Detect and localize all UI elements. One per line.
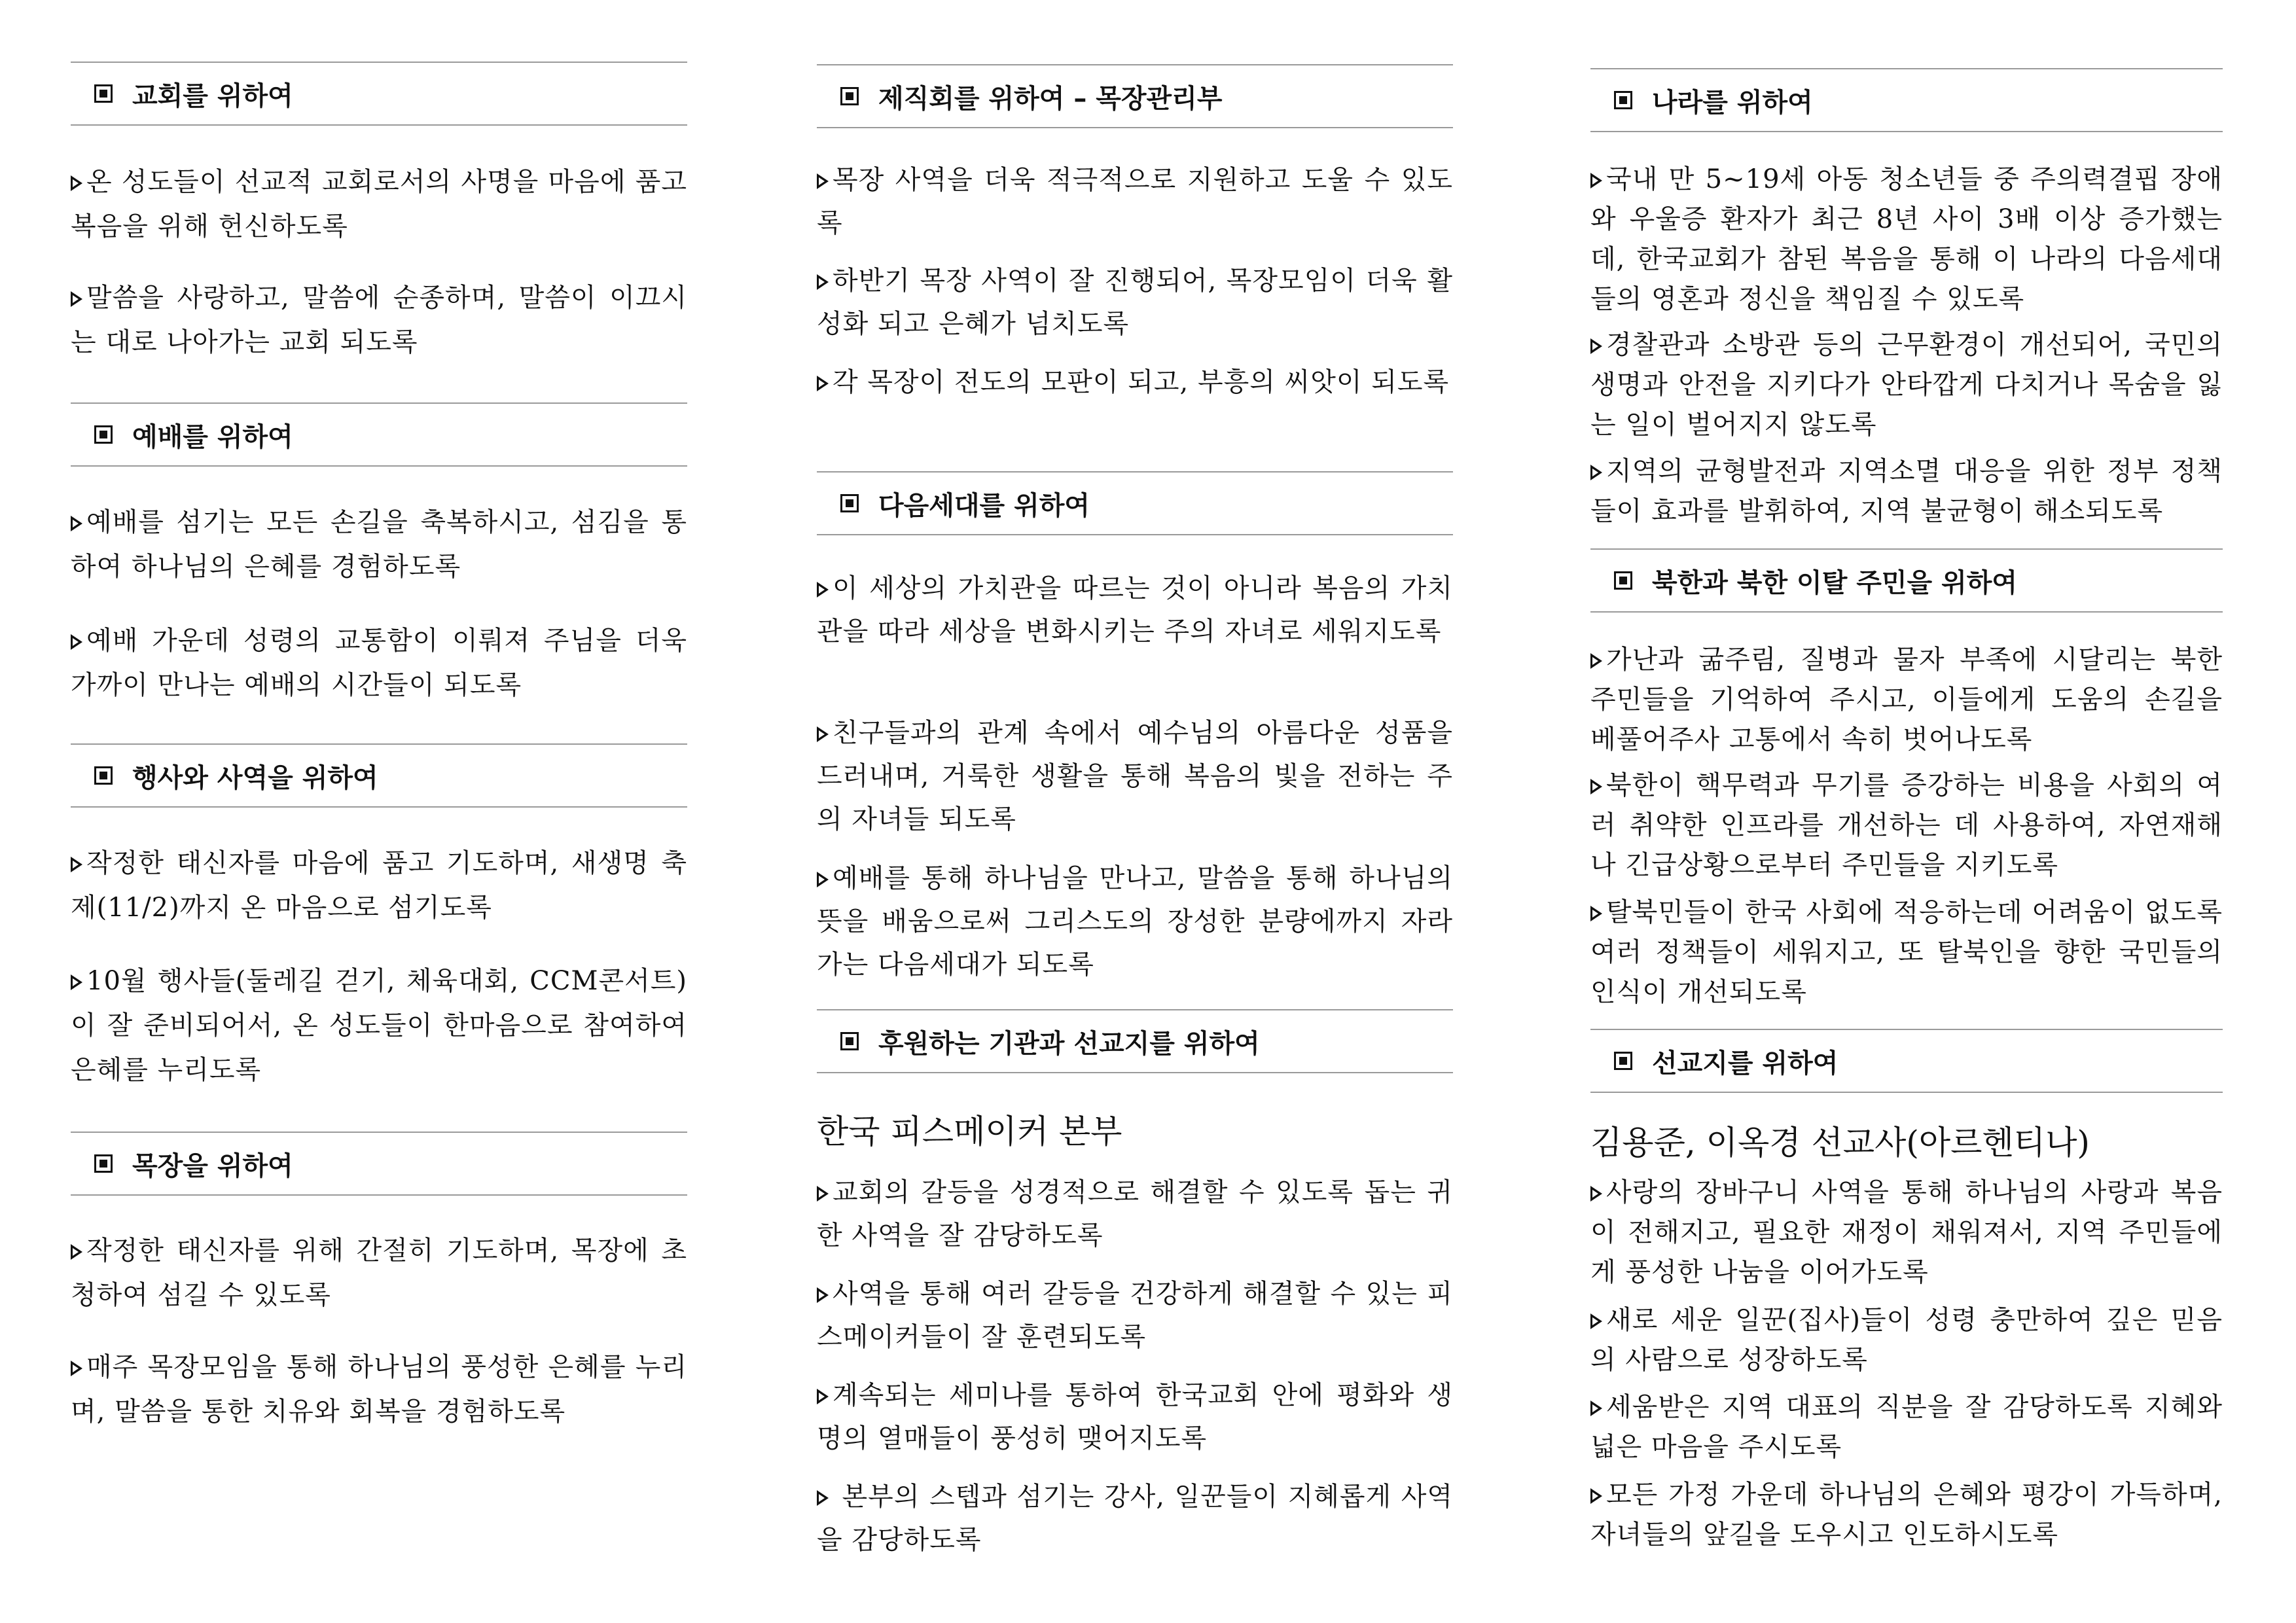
triangle-bullet-icon <box>1590 173 1602 188</box>
triangle-bullet-icon <box>71 516 82 531</box>
triangle-bullet-icon <box>71 1361 82 1376</box>
prayer-item: 본부의 스텝과 섬기는 강사, 일꾼들이 지혜롭게 사역을 감당하도록 <box>817 1482 1453 1555</box>
prayer-item: 이 세상의 가치관을 따르는 것이 아니라 복음의 가치관을 따라 세상을 변화시키는 주의 자녀로 세워지도록 <box>817 573 1453 647</box>
section-header-church <box>71 62 687 126</box>
section-header-nation <box>1590 68 2223 132</box>
prayer-item: 각 목장이 전도의 모판이 되고, 부흥의 씨앗이 되도록 <box>817 361 1453 404</box>
section-subtitle: 한국 피스메이커 본부 <box>817 1113 1122 1150</box>
prayer-item: 세움받은 지역 대표의 직분을 잘 감당하도록 지혜와 넓은 마음을 주시도록 <box>1590 1392 2223 1462</box>
triangle-bullet-icon <box>1590 1186 1602 1202</box>
square-bullet-icon <box>1614 91 1632 109</box>
triangle-bullet-icon <box>817 726 829 742</box>
square-bullet-icon <box>94 1154 113 1173</box>
section-title: 나라를 위하여 <box>1652 87 1813 118</box>
triangle-bullet-icon <box>1590 906 1602 921</box>
section-header-events <box>71 743 687 808</box>
prayer-item: 하반기 목장 사역이 잘 진행되어, 목장모임이 더욱 활성화 되고 은혜가 넘치도록 <box>817 266 1453 339</box>
triangle-bullet-icon <box>1590 653 1602 669</box>
section-title: 다음세대를 위하여 <box>878 490 1090 521</box>
section-title: 교회를 위하여 <box>132 80 293 111</box>
section-header-mokjang <box>71 1132 687 1196</box>
section-title: 후원하는 기관과 선교지를 위하여 <box>878 1028 1260 1059</box>
section-header-north-korea <box>1590 548 2223 613</box>
triangle-bullet-icon <box>1590 338 1602 354</box>
triangle-bullet-icon <box>817 1287 829 1303</box>
section-title: 선교지를 위하여 <box>1652 1048 1839 1079</box>
section-header-mission-field <box>1590 1029 2223 1093</box>
triangle-bullet-icon <box>1590 779 1602 794</box>
triangle-bullet-icon <box>1590 1313 1602 1329</box>
section-header-next-generation <box>817 471 1453 535</box>
square-bullet-icon <box>840 87 859 105</box>
prayer-item: 예배를 섬기는 모든 손길을 축복하시고, 섬김을 통하여 하나님의 은혜를 경험하도록 <box>71 507 687 582</box>
triangle-bullet-icon <box>71 291 82 307</box>
triangle-bullet-icon <box>71 974 82 990</box>
square-bullet-icon <box>1614 571 1632 590</box>
triangle-bullet-icon <box>817 1186 829 1202</box>
triangle-bullet-icon <box>71 634 82 650</box>
prayer-item: 교회의 갈등을 성경적으로 해결할 수 있도록 돕는 귀한 사역을 잘 감당하도록 <box>817 1177 1453 1251</box>
square-bullet-icon <box>94 766 113 785</box>
triangle-bullet-icon <box>71 857 82 872</box>
square-bullet-icon <box>840 494 859 512</box>
triangle-bullet-icon <box>1590 1488 1602 1504</box>
prayer-item: 10월 행사들(둘레길 걷기, 체육대회, CCM콘서트)이 잘 준비되어서, 온 성도들이 한마음으로 참여하여 은혜를 누리도록 <box>71 966 687 1085</box>
triangle-bullet-icon <box>817 872 829 887</box>
triangle-bullet-icon <box>1590 465 1602 480</box>
prayer-item: 온 성도들이 선교적 교회로서의 사명을 마음에 품고 복음을 위해 헌신하도록 <box>71 167 687 241</box>
prayer-item: 지역의 균형발전과 지역소멸 대응을 위한 정부 정책들이 효과를 발휘하여, 지역 불균형이 해소되도록 <box>1590 456 2223 526</box>
prayer-item: 사랑의 장바구니 사역을 통해 하나님의 사랑과 복음이 전해지고, 필요한 재정이 채워져서, 지역 주민들에게 풍성한 나눔을 이어가도록 <box>1590 1177 2223 1287</box>
section-subtitle: 김용준, 이옥경 선교사(아르헨티나) <box>1590 1124 2090 1162</box>
section-header-worship <box>71 402 687 467</box>
prayer-item: 예배를 통해 하나님을 만나고, 말씀을 통해 하나님의 뜻을 배움으로써 그리스도의 장성한 분량에까지 자라가는 다음세대가 되도록 <box>817 863 1453 980</box>
square-bullet-icon <box>94 84 113 103</box>
section-title: 제직회를 위하여 – 목장관리부 <box>878 83 1223 114</box>
prayer-item: 사역을 통해 여러 갈등을 건강하게 해결할 수 있는 피스메이커들이 잘 훈련되도록 <box>817 1279 1453 1352</box>
triangle-bullet-icon <box>817 1490 829 1506</box>
prayer-item: 새로 세운 일꾼(집사)들이 성령 충만하여 깊은 믿음의 사람으로 성장하도록 <box>1590 1305 2223 1375</box>
prayer-item: 매주 목장모임을 통해 하나님의 풍성한 은혜를 누리며, 말씀을 통한 치유와 회복을 경험하도록 <box>71 1352 687 1427</box>
prayer-item: 탈북민들이 한국 사회에 적응하는데 어려움이 없도록 여러 정책들이 세워지고, 또 탈북인을 향한 국민들의 인식이 개선되도록 <box>1590 897 2223 1007</box>
triangle-bullet-icon <box>71 175 82 191</box>
square-bullet-icon <box>94 425 113 444</box>
section-title: 행사와 사역을 위하여 <box>132 762 378 793</box>
triangle-bullet-icon <box>817 582 829 597</box>
prayer-item: 친구들과의 관계 속에서 예수님의 아름다운 성품을 드러내며, 거룩한 생활을 통해 복음의 빛을 전하는 주의 자녀들 되도록 <box>817 718 1453 834</box>
prayer-item: 작정한 태신자를 마음에 품고 기도하며, 새생명 축제(11/2)까지 온 마음으로 섬기도록 <box>71 848 687 923</box>
prayer-item: 국내 만 5~19세 아동 청소년들 중 주의력결핍 장애와 우울증 환자가 최근 8년 사이 3배 이상 증가했는데, 한국교회가 참된 복음을 통해 이 나라의 다음세대들의 영혼과 정신을 책임질 수 있도록 <box>1590 164 2223 314</box>
prayer-item: 목장 사역을 더욱 적극적으로 지원하고 도울 수 있도록 <box>817 165 1453 238</box>
triangle-bullet-icon <box>817 1389 829 1404</box>
square-bullet-icon <box>1614 1052 1632 1070</box>
triangle-bullet-icon <box>71 1244 82 1260</box>
section-header-supported-missions <box>817 1009 1453 1073</box>
triangle-bullet-icon <box>817 274 829 290</box>
triangle-bullet-icon <box>1590 1400 1602 1416</box>
section-header-deacons <box>817 64 1453 128</box>
prayer-item: 계속되는 세미나를 통하여 한국교회 안에 평화와 생명의 열매들이 풍성히 맺어지도록 <box>817 1380 1453 1454</box>
prayer-item: 말씀을 사랑하고, 말씀에 순종하며, 말씀이 이끄시는 대로 나아가는 교회 되도록 <box>71 283 687 357</box>
prayer-item: 가난과 굶주림, 질병과 물자 부족에 시달리는 북한 주민들을 기억하여 주시고, 이들에게 도움의 손길을 베풀어주사 고통에서 속히 벗어나도록 <box>1590 645 2223 755</box>
section-title: 목장을 위하여 <box>132 1150 293 1181</box>
prayer-item: 작정한 태신자를 위해 간절히 기도하며, 목장에 초청하여 섬길 수 있도록 <box>71 1236 687 1310</box>
square-bullet-icon <box>840 1032 859 1050</box>
section-title: 북한과 북한 이탈 주민을 위하여 <box>1652 567 2018 598</box>
prayer-item: 경찰관과 소방관 등의 근무환경이 개선되어, 국민의 생명과 안전을 지키다가 안타깝게 다치거나 목숨을 잃는 일이 벌어지지 않도록 <box>1590 330 2223 440</box>
prayer-item: 북한이 핵무력과 무기를 증강하는 비용을 사회의 여러 취약한 인프라를 개선하는 데 사용하여, 자연재해나 긴급상황으로부터 주민들을 지키도록 <box>1590 770 2223 880</box>
triangle-bullet-icon <box>817 173 829 189</box>
prayer-item: 예배 가운데 성령의 교통함이 이뤄져 주님을 더욱 가까이 만나는 예배의 시간들이 되도록 <box>71 626 687 700</box>
prayer-item: 모든 가정 가운데 하나님의 은혜와 평강이 가득하며, 자녀들의 앞길을 도우시고 인도하시도록 <box>1590 1480 2223 1550</box>
section-title: 예배를 위하여 <box>132 421 293 452</box>
triangle-bullet-icon <box>817 376 829 391</box>
